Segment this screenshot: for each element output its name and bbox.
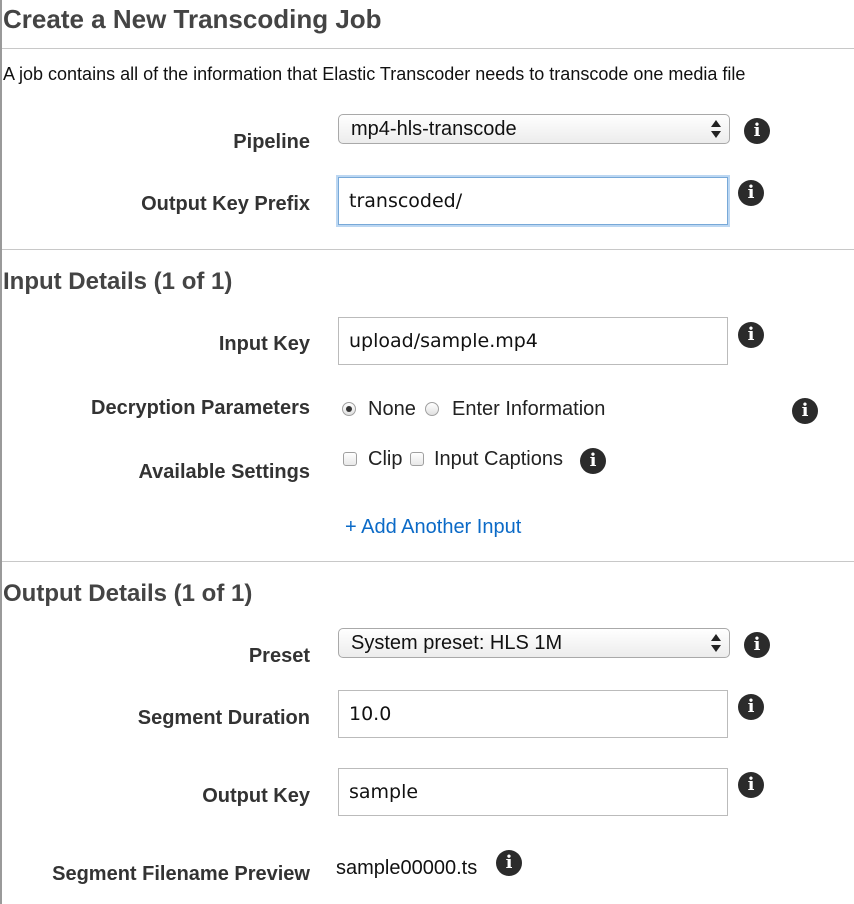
intro-text: A job contains all of the information that Elastic Transcoder needs to transcode one media file [3, 64, 746, 84]
divider [2, 48, 854, 49]
info-icon[interactable]: i [744, 632, 770, 658]
chevron-up-down-icon [711, 119, 721, 139]
available-settings-label: Available Settings [138, 461, 310, 483]
divider [2, 249, 854, 250]
decryption-enter-information-radio[interactable] [425, 402, 439, 416]
page-title: Create a New Transcoding Job [3, 4, 382, 34]
clip-checkbox[interactable] [343, 452, 357, 466]
pipeline-selected-value: mp4-hls-transcode [351, 118, 517, 140]
decryption-parameters-label: Decryption Parameters [91, 397, 310, 419]
input-captions-checkbox[interactable] [410, 452, 424, 466]
left-border [0, 0, 2, 904]
output-key-prefix-input[interactable] [338, 177, 728, 225]
segment-filename-preview-label: Segment Filename Preview [52, 863, 310, 885]
add-another-input-link[interactable]: + Add Another Input [345, 516, 522, 538]
info-icon[interactable]: i [738, 180, 764, 206]
output-key-prefix-label: Output Key Prefix [141, 193, 310, 215]
output-key-input[interactable] [338, 768, 728, 816]
segment-duration-label: Segment Duration [137, 707, 310, 729]
pipeline-label: Pipeline [233, 131, 310, 153]
input-captions-label[interactable]: Input Captions [434, 448, 563, 470]
info-icon[interactable]: i [744, 118, 770, 144]
info-icon[interactable]: i [738, 772, 764, 798]
input-details-heading: Input Details (1 of 1) [3, 268, 233, 295]
input-key-label: Input Key [218, 333, 310, 355]
input-key-input[interactable] [338, 317, 728, 365]
chevron-up-down-icon [711, 633, 721, 653]
divider [2, 561, 854, 562]
preset-label: Preset [248, 645, 310, 667]
info-icon[interactable]: i [738, 322, 764, 348]
output-key-label: Output Key [202, 785, 310, 807]
decryption-none-label[interactable]: None [368, 398, 416, 420]
clip-label[interactable]: Clip [368, 448, 403, 470]
output-details-heading: Output Details (1 of 1) [3, 580, 253, 607]
preset-select[interactable] [338, 628, 730, 658]
info-icon[interactable]: i [580, 448, 606, 474]
info-icon[interactable]: i [738, 694, 764, 720]
info-icon[interactable]: i [496, 850, 522, 876]
decryption-enter-information-label[interactable]: Enter Information [452, 398, 606, 420]
pipeline-select[interactable] [338, 114, 730, 144]
decryption-none-radio[interactable] [342, 402, 356, 416]
segment-duration-input[interactable] [338, 690, 728, 738]
segment-filename-preview-value: sample00000.ts [336, 857, 478, 879]
info-icon[interactable]: i [792, 398, 818, 424]
preset-selected-value: System preset: HLS 1M [351, 632, 563, 654]
